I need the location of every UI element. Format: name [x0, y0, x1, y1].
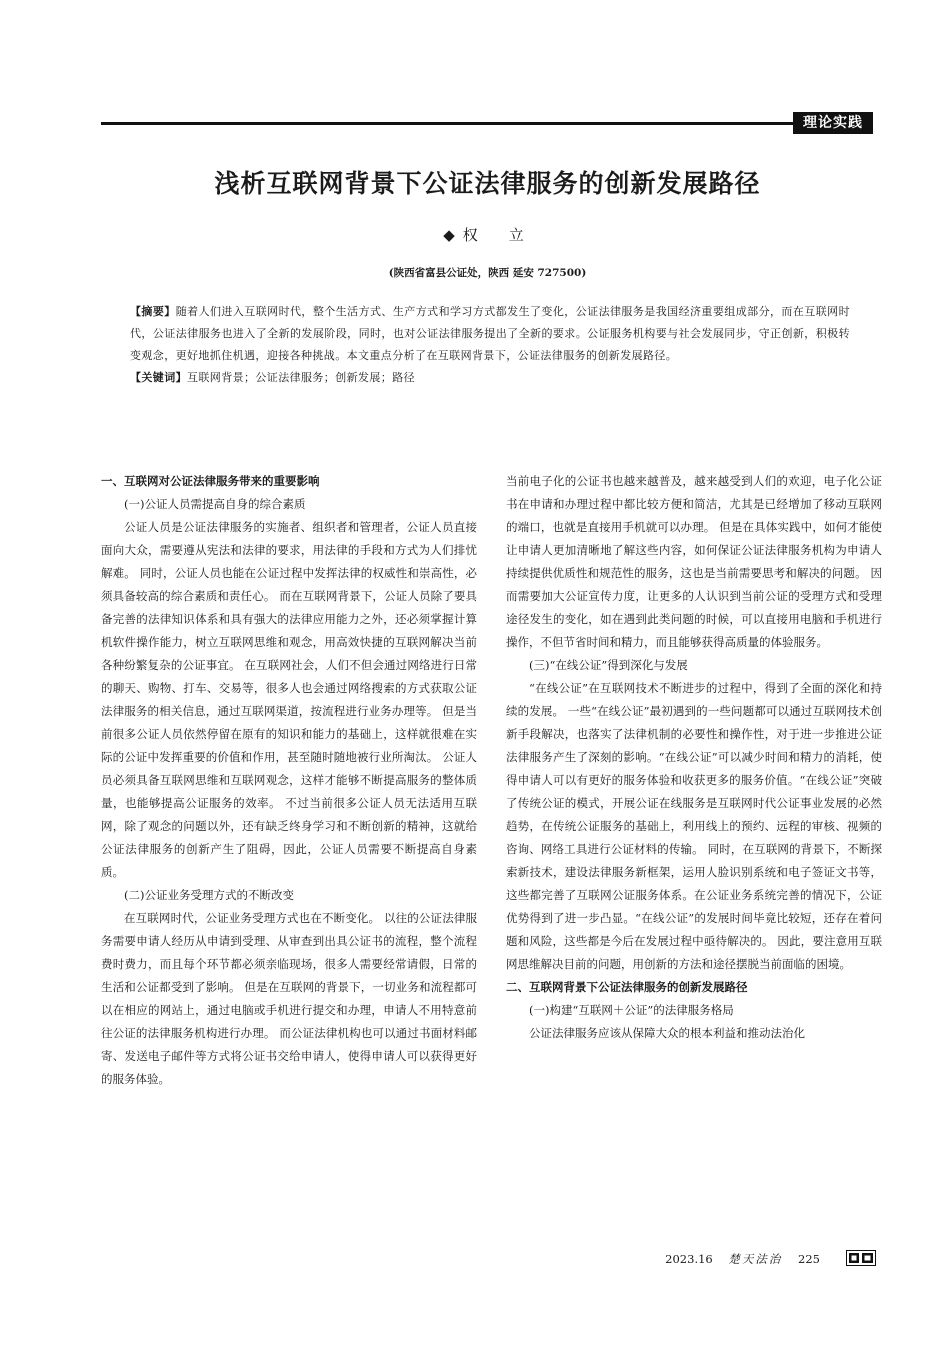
paragraph: 公证法律服务应该从保障大众的根本利益和推动法治化 — [529, 1026, 805, 1040]
abstract-label: 【摘要】 — [130, 305, 176, 318]
affiliation: (陕西省富县公证处，陕西 延安 727500) — [388, 267, 587, 279]
article-title: 浅析互联网背景下公证法律服务的创新发展路径 — [214, 169, 761, 198]
header-rule — [101, 122, 793, 125]
page-number: 225 — [798, 1252, 820, 1266]
footer — [100, 1251, 820, 1267]
issue-number: 2023.16 — [665, 1252, 713, 1266]
subsection-heading: (二)公证业务受理方式的不断改变 — [124, 888, 294, 902]
journal-name: 楚天法治 — [728, 1252, 783, 1266]
paragraph: 在互联网时代，公证业务受理方式也在不断变化。 以往的公证法律服务需要申请人经历从申请到受理、从审查到出具公证书的流程，整个流程费时费力，而且每个环节都必须亲临现场，很多人需要经常请假，日常的生活和公证都受到了影响。 但是在互联网的背景下，一切业务和流程都可以在相应的网站上，通过电脑或手机进行提交和办理，申请人不用特意前往公证的法律服务机构进行办理。 而公证法律机构也可以通过书面材料邮寄、发送电子邮件等方式将公证书交给申请人，使得申请人可以获得更好的服务体验。 — [101, 911, 477, 1086]
subsection-heading: (一)公证人员需提高自身的综合素质 — [124, 497, 306, 511]
author: ◆权 立 — [443, 226, 532, 244]
section-heading: 二、互联网背景下公证法律服务的创新发展路径 — [506, 980, 748, 994]
keywords — [130, 367, 850, 389]
left-column — [101, 470, 477, 1230]
abstract-block — [130, 301, 850, 389]
section-tag: 理论实践 — [793, 112, 873, 134]
abstract — [130, 301, 850, 367]
section-heading: 一、互联网对公证法律服务带来的重要影响 — [101, 474, 320, 488]
keywords-label: 【关键词】 — [130, 371, 187, 384]
paragraph-continued: 当前电子化的公证书也越来越普及，越来越受到人们的欢迎，电子化公证书在申请和办理过程中都比较方便和简洁，尤其是已经增加了移动互联网的端口，也就是直接用手机就可以办理。 但是在具体实践中，如何才能使让申请人更加清晰地了解这些内容，如何保证公证法律服务机构为申请人持续提供优质性和规范性的服务，这也是当前需要思考和解决的问题。 因而需要加大公证宣传力度，让更多的人认识到当前公证的受理方式和受理途径发生的变化，如在遇到此类问题的时候，可以直接用电脑和手机进行操作，不但节省时间和精力，而且能够获得高质量的体验服务。 — [506, 474, 882, 649]
subsection-heading: (一)构建“互联网＋公证”的法律服务格局 — [529, 1003, 734, 1017]
keywords-text: 互联网背景；公证法律服务；创新发展；路径 — [187, 371, 415, 384]
subsection-heading: (三)“在线公证”得到深化与发展 — [529, 658, 688, 672]
journal-logo-icon — [846, 1250, 876, 1266]
paragraph: 公证人员是公证法律服务的实施者、组织者和管理者，公证人员直接面向大众，需要遵从宪法和法律的要求，用法律的手段和方式为人们排忧解难。 同时，公证人员也能在公证过程中发挥法律的权威性和崇高性，必须具备较高的综合素质和责任心。 而在互联网背景下，公证人员除了要具备完善的法律知识体系和具有强大的法律应用能力之外，还必须掌握计算机软件操作能力，树立互联网思维和观念，用高效快捷的互联网解决当前各种纷繁复杂的公证事宜。 在互联网社会，人们不但会通过网络进行日常的聊天、购物、打车、交易等，很多人也会通过网络搜索的方式获取公证法律服务的相关信息，通过互联网渠道，按流程进行业务办理等。 但是当前很多公证人员依然停留在原有的知识和能力的基础上，这样就很难在实际的公证中发挥重要的价值和作用，甚至随时随地被行业所淘汰。 公证人员必须具备互联网思维和互联网观念，这样才能够不断提高服务的整体质量，也能够提高公证服务的效率。 不过当前很多公证人员无法适用互联网，除了观念的问题以外，还有缺乏终身学习和不断创新的精神，这就给公证法律服务的创新产生了阻碍，因此，公证人员需要不断提高自身素质。 — [101, 520, 477, 879]
paragraph: “在线公证”在互联网技术不断进步的过程中，得到了全面的深化和持续的发展。 一些“在线公证”最初遇到的一些问题都可以通过互联网技术创新手段解决，也落实了法律机制的必要性和操作性，对于进一步推进公证法律服务产生了深刻的影响。“在线公证”可以减少时间和精力的消耗，使得申请人可以有更好的服务体验和收获更多的服务价值。“在线公证”突破了传统公证的模式，开展公证在线服务是互联网时代公证事业发展的必然趋势，在传统公证服务的基础上，利用线上的预约、远程的审核、视频的咨询、网络工具进行公证材料的传输。 同时，在互联网的背景下，不断探索新技术，建设法律服务新框架，运用人脸识别系统和电子签证文书等，这些都完善了互联网公证服务体系。在公证业务系统完善的情况下，公证优势得到了进一步凸显。“在线公证”的发展时间毕竟比较短，还存在着问题和风险，这些都是今后在发展过程中亟待解决的。 因此，要注意用互联网思维解决目前的问题，用创新的方法和途径摆脱当前面临的困境。 — [506, 681, 882, 971]
right-column — [506, 470, 882, 1230]
abstract-text: 随着人们进入互联网时代，整个生活方式、生产方式和学习方式都发生了变化，公证法律服务是我国经济重要组成部分，而在互联网时代，公证法律服务也进入了全新的发展阶段，同时，也对公证法律服务提出了全新的要求。公证服务机构要与社会发展同步，守正创新，积极转变观念，更好地抓住机遇，迎接各种挑战。本文重点分析了在互联网背景下，公证法律服务的创新发展路径。 — [130, 305, 850, 362]
